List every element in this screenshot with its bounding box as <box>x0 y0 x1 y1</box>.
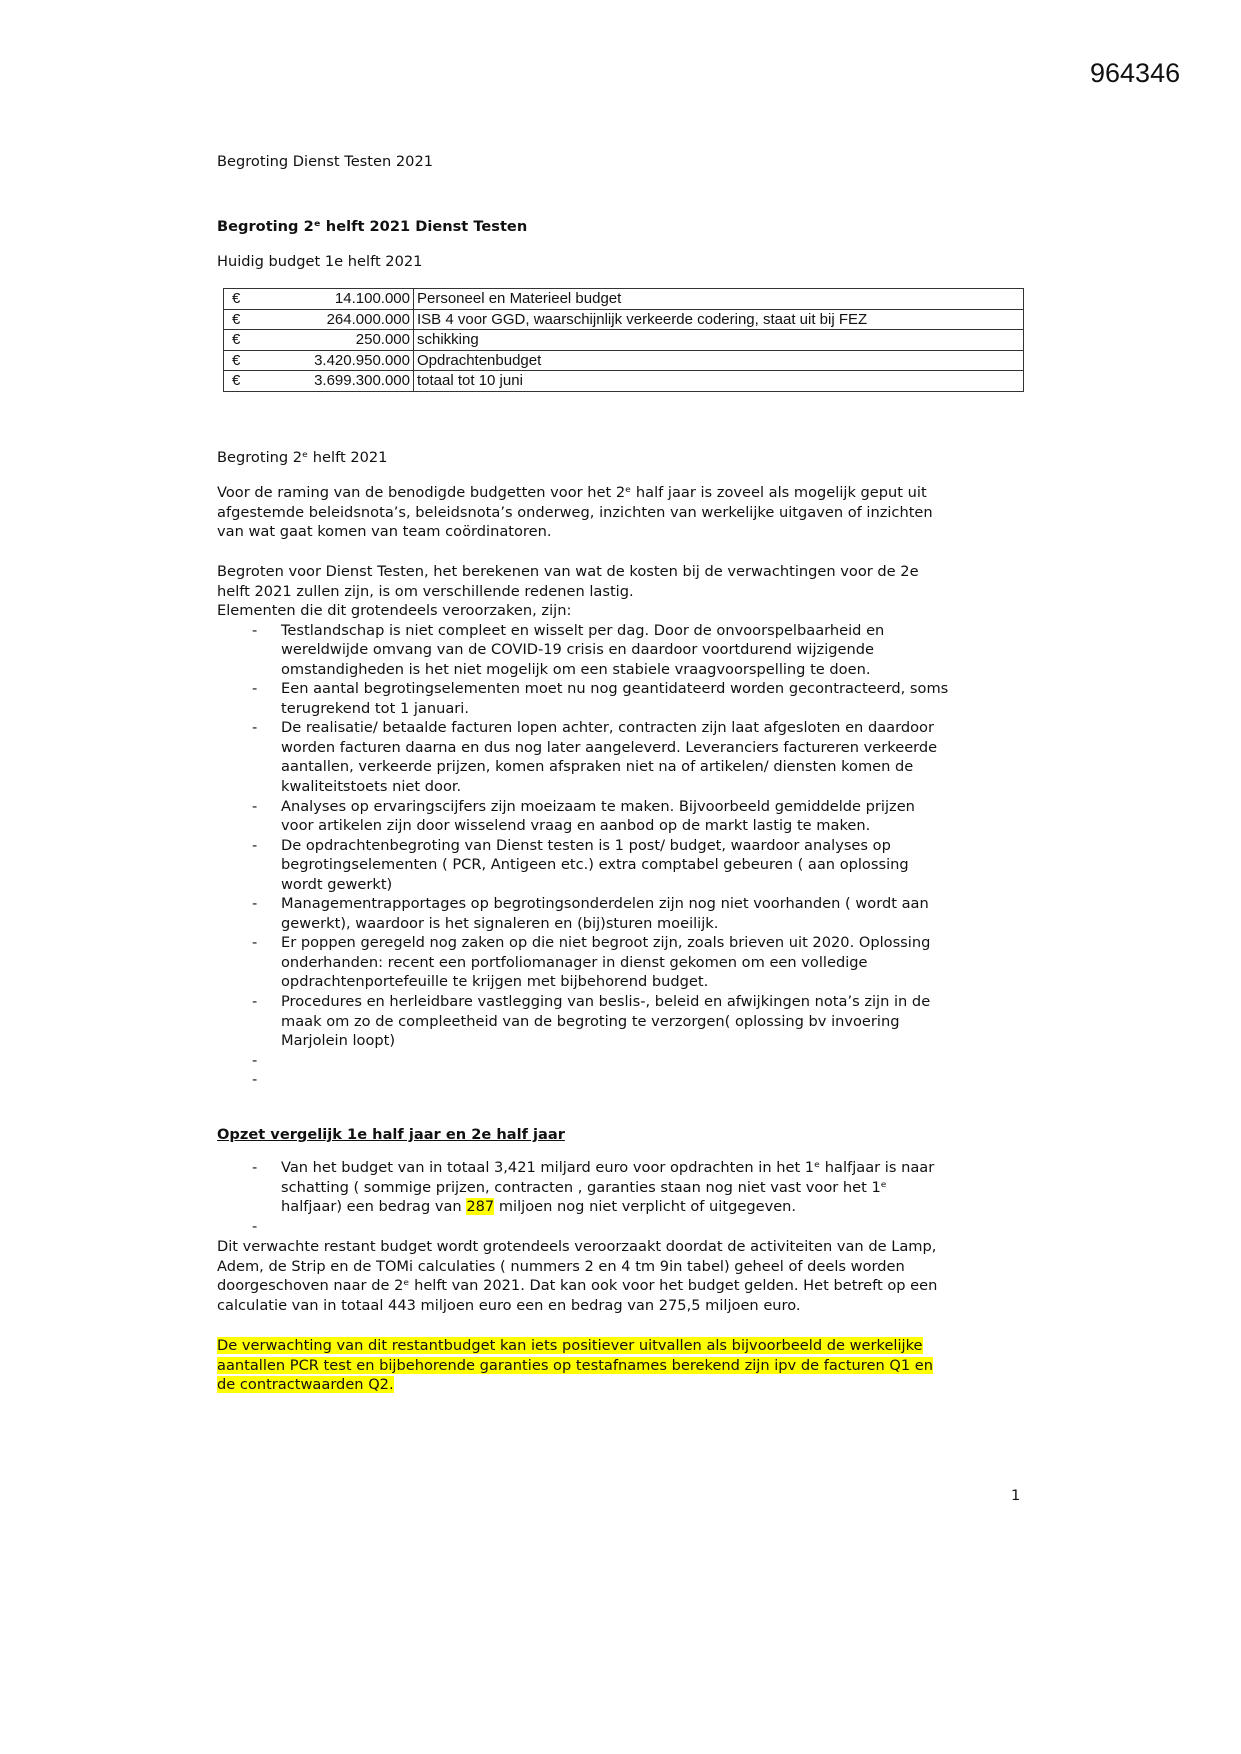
list-item-line <box>217 1031 948 1051</box>
list-item-text: aantallen, verkeerde prijzen, komen afspraken niet na of artikelen/ diensten komen de <box>281 758 914 776</box>
paragraph-line <box>217 1257 937 1277</box>
bullet-dash: - <box>252 895 258 913</box>
list-item-line <box>217 836 948 856</box>
budget-row <box>224 309 1024 330</box>
heading-begroting-2e-helft: Begroting 2ᵉ helft 2021 Dienst Testen <box>217 218 528 235</box>
list-item-text: omstandigheden is het niet mogelijk om een stabiele vraagvoorspelling te doen. <box>281 660 871 678</box>
list-item-text: De realisatie/ betaalde facturen lopen achter, contracten zijn laat afgesloten en daardoor <box>281 719 934 737</box>
list-item-text: opdrachtenportefeuille te krijgen met bijbehorend budget. <box>281 973 709 991</box>
list-item-line <box>217 1051 948 1071</box>
budget-row <box>224 289 1024 310</box>
list-item <box>217 1070 948 1090</box>
paragraph-line <box>217 1276 937 1296</box>
paragraph-begroten <box>217 562 919 621</box>
paragraph-line <box>217 1296 937 1316</box>
text-line: afgestemde beleidsnota’s, beleidsnota’s onderweg, inzichten van werkelijke uitgaven of inzichten <box>217 503 933 521</box>
bullet-dash: - <box>252 1071 258 1089</box>
highlighted-text: aantallen PCR test en bijbehorende garanties op testafnames berekend zijn ipv de facturen Q1 en <box>217 1356 933 1374</box>
document-id: 964346 <box>1090 58 1181 88</box>
amount-cell: 3.699.300.000 <box>255 371 414 392</box>
list-item <box>217 718 948 796</box>
list-item-line <box>217 875 948 895</box>
list-item-line <box>217 992 948 1012</box>
page-number: 1 <box>1011 1487 1021 1504</box>
budget-row <box>224 371 1024 392</box>
list-item-text: Analyses op ervaringscijfers zijn moeizaam te maken. Bijvoorbeeld gemiddelde prijzen <box>281 797 915 815</box>
description-cell: ISB 4 voor GGD, waarschijnlijk verkeerde codering, staat uit bij FEZ <box>414 309 1024 330</box>
list-item-text: gewerkt), waardoor is het signaleren en (bij)sturen moeilijk. <box>281 914 719 932</box>
list-item-text: terugrekend tot 1 januari. <box>281 699 470 717</box>
text-line: Dit verwachte restant budget wordt grotendeels veroorzaakt doordat de activiteiten van de Lamp, <box>217 1238 937 1255</box>
amount-cell: 3.420.950.000 <box>255 350 414 371</box>
list-item-line <box>217 757 948 777</box>
text-line: van wat gaat komen van team coördinatoren. <box>217 523 552 541</box>
list-item-line <box>217 699 948 719</box>
amount-cell: 14.100.000 <box>255 289 414 310</box>
text-line: doorgeschoven naar de 2ᵉ helft van 2021. Dat kan ook voor het budget gelden. Het betreft op een <box>217 1277 938 1295</box>
list-item-line <box>217 738 948 758</box>
list-item-line <box>217 894 948 914</box>
comparison-bullet: - Van het budget van in totaal 3,421 miljard euro voor opdrachten in het 1ᵉ halfjaar is naar schatting ( sommige prijzen, contracten , garanties staan nog niet vast voor het 1ᵉ halfjaar) een bedrag van 287 miljoen nog niet verplicht of uitgegeven. - <box>252 1159 935 1235</box>
paragraph-line <box>217 562 919 582</box>
list-item-text: Procedures en herleidbare vastlegging van beslis-, beleid en afwijkingen nota’s zijn in de <box>281 992 931 1010</box>
budget-table <box>223 288 1024 392</box>
list-item-text: wordt gewerkt) <box>281 875 393 893</box>
list-item-line <box>217 797 948 817</box>
list-item-text: De opdrachtenbegroting van Dienst testen is 1 post/ budget, waardoor analyses op <box>281 836 891 854</box>
list-item-text: Een aantal begrotingselementen moet nu nog geantidateerd worden gecontracteerd, soms <box>281 680 949 698</box>
bullet-list-elements <box>217 621 948 1090</box>
paragraph-line <box>217 1237 937 1257</box>
list-item <box>217 992 948 1051</box>
list-item <box>217 894 948 933</box>
bullet-dash: - <box>252 934 258 952</box>
bullet-dash: - <box>252 719 258 737</box>
list-item-line <box>217 1012 948 1032</box>
list-item-line <box>217 914 948 934</box>
list-item-line <box>217 972 948 992</box>
text-line: Elementen die dit grotendeels veroorzaken, zijn: <box>217 602 572 620</box>
list-item-text: onderhanden: recent een portfoliomanager in dienst gekomen om een volledige <box>281 953 868 971</box>
list-item-text: voor artikelen zijn door wisselend vraag en aanbod op de markt lastig te maken. <box>281 817 871 835</box>
list-item-text: wereldwijde omvang van de COVID-19 crisis en daardoor voortdurend wijzigende <box>281 641 874 659</box>
list-item-line <box>217 953 948 973</box>
subheading-huidig-budget: Huidig budget 1e helft 2021 <box>217 253 423 270</box>
paragraph-line <box>217 1375 933 1395</box>
list-item-text: kwaliteitstoets niet door. <box>281 777 462 795</box>
list-item-line <box>217 933 948 953</box>
list-item-line <box>217 640 948 660</box>
list-item <box>217 679 948 718</box>
list-item-text: worden facturen daarna en dus nog later aangeleverd. Leveranciers factureren verkeerde <box>281 738 938 756</box>
list-item <box>217 1051 948 1071</box>
text-line: Adem, de Strip en de TOMi calculaties ( nummers 2 en 4 tm 9in tabel) geheel of deels worden <box>217 1257 905 1275</box>
highlighted-text: de contractwaarden Q2. <box>217 1376 394 1394</box>
list-item-line <box>217 855 948 875</box>
list-item-text: Managementrapportages op begrotingsonderdelen zijn nog niet voorhanden ( wordt aan <box>281 895 929 913</box>
paragraph-restant-budget <box>217 1237 937 1315</box>
subheading-begroting-2e-helft: Begroting 2ᵉ helft 2021 <box>217 449 388 466</box>
paragraph-line <box>217 601 919 621</box>
list-item-text: Testlandschap is niet compleet en wisselt per dag. Door de onvoorspelbaarheid en <box>281 621 885 639</box>
list-item <box>217 797 948 836</box>
highlighted-text: De verwachting van dit restantbudget kan iets positiever uitvallen als bijvoorbeeld de werkelijke <box>217 1337 923 1354</box>
description-cell: Opdrachtenbudget <box>414 350 1024 371</box>
paragraph-raming <box>217 483 933 542</box>
bullet-dash: - <box>252 680 258 698</box>
paragraph-line <box>217 522 933 542</box>
bullet-dash: - <box>252 836 258 854</box>
currency-cell: € <box>224 371 256 392</box>
paragraph-line <box>217 1336 933 1356</box>
currency-cell: € <box>224 309 256 330</box>
list-item-line <box>217 679 948 699</box>
paragraph-line <box>217 582 919 602</box>
list-item-line <box>217 718 948 738</box>
bullet-dash: - <box>252 1051 258 1069</box>
text-line: helft 2021 zullen zijn, is om verschillende redenen lastig. <box>217 582 634 600</box>
list-item-line <box>217 1070 948 1090</box>
budget-row <box>224 350 1024 371</box>
text-line: calculatie van in totaal 443 miljoen euro een en bedrag van 275,5 miljoen euro. <box>217 1296 801 1314</box>
list-item <box>217 621 948 680</box>
list-item-text: Er poppen geregeld nog zaken op die niet begroot zijn, zoals brieven uit 2020. Oplossing <box>281 934 931 952</box>
text-line: Begroten voor Dienst Testen, het berekenen van wat de kosten bij de verwachtingen voor de 2e <box>217 563 919 580</box>
list-item-line <box>217 777 948 797</box>
description-cell: Personeel en Materieel budget <box>414 289 1024 310</box>
list-item <box>217 933 948 992</box>
currency-cell: € <box>224 330 256 351</box>
text-line: Voor de raming van de benodigde budgetten voor het 2ᵉ half jaar is zoveel als mogelijk geput uit <box>217 484 927 501</box>
list-item-text: begrotingselementen ( PCR, Antigeen etc.) extra comptabel gebeuren ( aan oplossing <box>281 856 909 874</box>
paragraph-highlighted-verwachting <box>217 1336 933 1395</box>
bullet-dash: - <box>252 621 258 639</box>
list-item-line <box>217 816 948 836</box>
description-cell: schikking <box>414 330 1024 351</box>
description-cell: totaal tot 10 juni <box>414 371 1024 392</box>
document-title: Begroting Dienst Testen 2021 <box>217 153 434 170</box>
heading-opzet-vergelijk: Opzet vergelijk 1e half jaar en 2e half jaar <box>217 1126 565 1143</box>
list-item-line <box>217 621 948 641</box>
amount-cell: 264.000.000 <box>255 309 414 330</box>
list-item <box>217 836 948 895</box>
paragraph-line <box>217 503 933 523</box>
currency-cell: € <box>224 289 256 310</box>
bullet-dash: - <box>252 992 258 1010</box>
bullet-dash: - <box>252 797 258 815</box>
paragraph-line <box>217 483 933 503</box>
list-item-text: Marjolein loopt) <box>281 1032 396 1050</box>
highlighted-amount: 287 <box>466 1198 495 1216</box>
budget-row <box>224 330 1024 351</box>
list-item-line <box>217 660 948 680</box>
amount-cell: 250.000 <box>255 330 414 351</box>
currency-cell: € <box>224 350 256 371</box>
list-item-text: maak om zo de compleetheid van de begroting te verzorgen( oplossing bv invoering <box>281 1012 900 1030</box>
paragraph-line <box>217 1356 933 1376</box>
